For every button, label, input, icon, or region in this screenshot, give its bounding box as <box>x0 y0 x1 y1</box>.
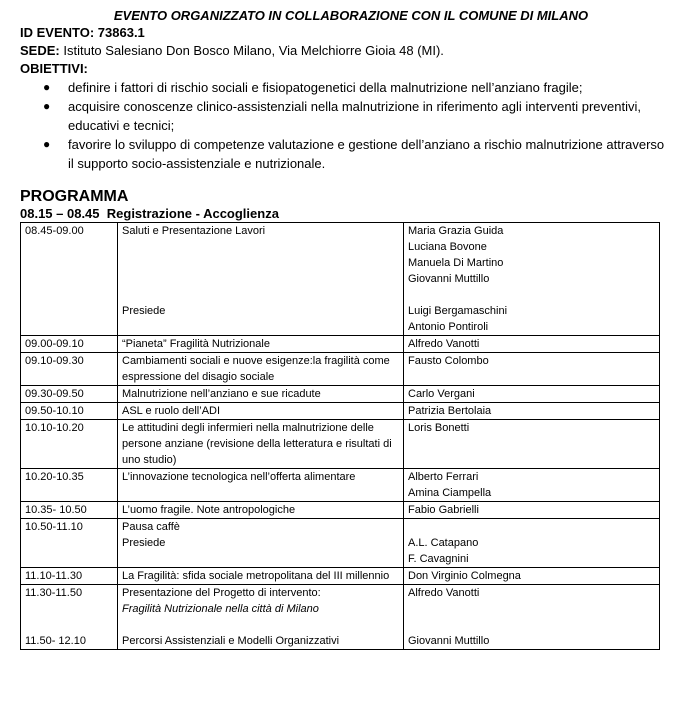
objectives-list <box>20 78 668 173</box>
time-cell: 10.10-10.20 <box>21 420 118 469</box>
speaker-cell: Alfredo Vanotti <box>404 336 660 353</box>
speaker-name: Luciana Bovone <box>408 241 487 253</box>
objectives-label-line <box>20 60 668 78</box>
speaker-cell: Carlo Vergani <box>404 386 660 403</box>
bullet-icon: ● <box>43 137 51 151</box>
speaker-name: Alberto Ferrari <box>408 471 479 483</box>
topic-text: Percorsi Assistenziali e Modelli Organizzativi <box>122 635 340 647</box>
topic-cell <box>118 519 404 568</box>
event-id-label: ID EVENTO: <box>20 25 95 40</box>
table-row <box>21 420 660 469</box>
topic-text: Pausa caffè <box>122 521 180 533</box>
document <box>20 7 668 650</box>
objective-text: definire i fattori di rischio sociali e fisiopatogenetici della malnutrizione nell’anziano fragile; <box>68 80 583 95</box>
list-item <box>20 135 668 173</box>
speaker-name: Giovanni Muttillo <box>408 635 490 647</box>
topic-cell: L’uomo fragile. Note antropologiche <box>118 502 404 519</box>
event-id-line <box>20 24 668 42</box>
bullet-icon: ● <box>43 99 51 113</box>
registration-time: 08.15 – 08.45 <box>20 206 100 221</box>
venue-label: SEDE: <box>20 43 60 58</box>
objective-text: favorire lo sviluppo di competenze valutazione e gestione dell’anziano a rischio malnutrizione attraverso il supporto socio-assistenziale e nutrizionale. <box>68 137 665 171</box>
registration-line <box>20 206 668 222</box>
venue-line <box>20 42 668 60</box>
program-table <box>20 222 660 650</box>
topic-cell: Le attitudini degli infermieri nella malnutrizione delle persone anziane (revisione della letteratura e risultati di uno studio) <box>118 420 404 469</box>
topic-text: Presentazione del Progetto di intervento: <box>122 587 321 599</box>
time-text: 11.30-11.50 <box>25 587 83 599</box>
objectives-label: OBIETTIVI: <box>20 61 88 76</box>
event-id-value: 73863.1 <box>97 25 145 40</box>
objective-text: acquisire conoscenze clinico-assistenziali nella malnutrizione in riferimento agli interventi preventivi, educativi e tecnici; <box>68 99 641 133</box>
table-row <box>21 502 660 519</box>
registration-label: Registrazione - Accoglienza <box>106 206 279 221</box>
table-row <box>21 585 660 650</box>
speaker-cell: Patrizia Bertolaia <box>404 403 660 420</box>
chair-label: Presiede <box>122 537 166 549</box>
topic-cell <box>118 585 404 650</box>
table-row <box>21 386 660 403</box>
topic-cell: Cambiamenti sociali e nuove esigenze:la fragilità come espressione del disagio sociale <box>118 353 404 386</box>
time-cell: 10.35- 10.50 <box>21 502 118 519</box>
table-row <box>21 469 660 502</box>
speaker-cell <box>404 519 660 568</box>
speaker-cell: Fabio Gabrielli <box>404 502 660 519</box>
speaker-name: Alfredo Vanotti <box>408 587 480 599</box>
chair-name: Luigi Bergamaschini <box>408 305 508 317</box>
table-row <box>21 336 660 353</box>
table-row <box>21 223 660 336</box>
time-cell: 10.50-11.10 <box>21 519 118 568</box>
list-item <box>20 97 668 135</box>
time-cell: 10.20-10.35 <box>21 469 118 502</box>
time-cell: 09.00-09.10 <box>21 336 118 353</box>
time-cell: 09.30-09.50 <box>21 386 118 403</box>
table-row <box>21 568 660 585</box>
time-cell: 09.10-09.30 <box>21 353 118 386</box>
venue-value: Istituto Salesiano Don Bosco Milano, Via Melchiorre Gioia 48 (MI). <box>63 43 444 58</box>
time-cell: 09.50-10.10 <box>21 403 118 420</box>
topic-cell: La Fragilità: sfida sociale metropolitana del III millennio <box>118 568 404 585</box>
speaker-name: Manuela Di Martino <box>408 257 504 269</box>
time-cell: 11.10-11.30 <box>21 568 118 585</box>
topic-cell <box>118 223 404 336</box>
table-row <box>21 519 660 568</box>
speaker-cell: Fausto Colombo <box>404 353 660 386</box>
topic-italic-text: Fragilità Nutrizionale nella città di Milano <box>122 603 319 615</box>
table-row <box>21 403 660 420</box>
bullet-icon: ● <box>43 80 51 94</box>
time-text: 11.50- 12.10 <box>25 635 86 647</box>
topic-cell: “Pianeta” Fragilità Nutrizionale <box>118 336 404 353</box>
topic-cell: Malnutrizione nell’anziano e sue ricadute <box>118 386 404 403</box>
topic-cell: ASL e ruolo dell’ADI <box>118 403 404 420</box>
event-title: EVENTO ORGANIZZATO IN COLLABORAZIONE CON IL COMUNE DI MILANO <box>113 8 589 23</box>
speaker-name: Giovanni Muttillo <box>408 273 490 285</box>
speaker-cell: Don Virginio Colmegna <box>404 568 660 585</box>
speaker-cell <box>404 469 660 502</box>
chair-name: A.L. Catapano <box>408 537 479 549</box>
chair-label: Presiede <box>122 305 166 317</box>
program-title: PROGRAMMA <box>20 188 129 205</box>
speaker-name: Maria Grazia Guida <box>408 225 504 237</box>
topic-cell: L’innovazione tecnologica nell’offerta alimentare <box>118 469 404 502</box>
chair-name: F. Cavagnini <box>408 553 469 565</box>
speaker-cell <box>404 223 660 336</box>
list-item <box>20 78 668 97</box>
table-row <box>21 353 660 386</box>
chair-name: Antonio Pontiroli <box>408 321 489 333</box>
time-cell: 08.45-09.00 <box>21 223 118 336</box>
time-cell <box>21 585 118 650</box>
speaker-name: Amina Ciampella <box>408 487 492 499</box>
topic-text: Saluti e Presentazione Lavori <box>122 225 266 237</box>
speaker-cell <box>404 585 660 650</box>
speaker-cell: Loris Bonetti <box>404 420 660 469</box>
